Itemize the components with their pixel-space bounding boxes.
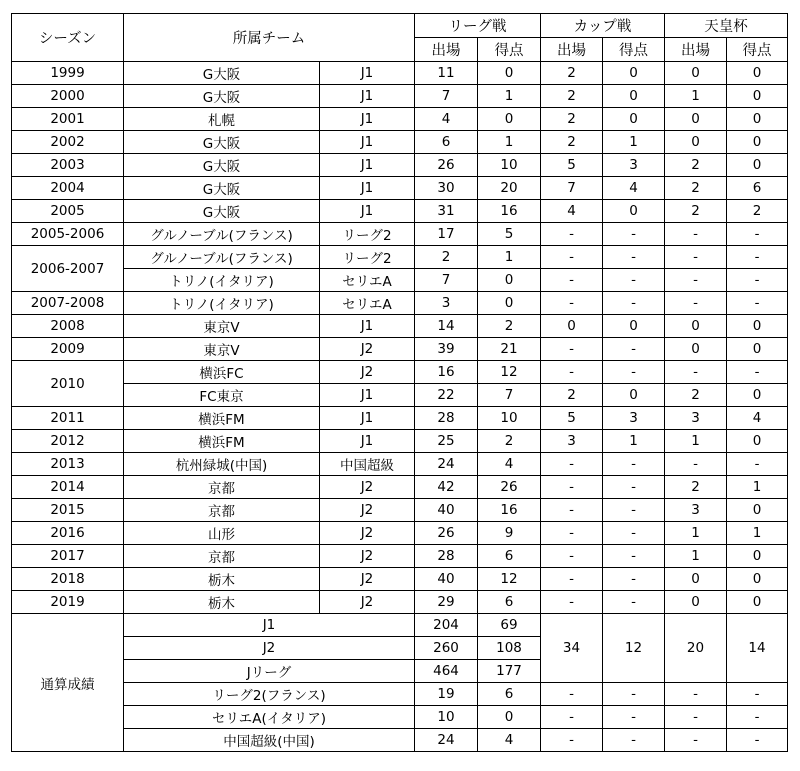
cup-apps-cell: - [541, 361, 603, 384]
cup-apps-cell: 0 [541, 315, 603, 338]
cup-apps-cell: - [541, 499, 603, 522]
emperor-apps-cell: 1 [665, 522, 727, 545]
emperor-apps-cell: - [665, 223, 727, 246]
team-cell: 横浜FM [124, 407, 320, 430]
totals-league-apps: 204 [415, 614, 478, 637]
emperor-goals-cell: - [727, 223, 788, 246]
career-stats-table [11, 13, 788, 752]
team-cell: 栃木 [124, 568, 320, 591]
division-cell: J1 [320, 131, 415, 154]
season-cell: 2010 [12, 361, 124, 407]
league-apps-cell: 26 [415, 154, 478, 177]
totals-league-goals: 4 [478, 729, 541, 752]
emperor-apps-cell: 1 [665, 545, 727, 568]
totals-division-label: リーグ2(フランス) [124, 683, 415, 706]
emperor-goals-cell: - [727, 269, 788, 292]
season-cell: 2017 [12, 545, 124, 568]
cup-apps-cell: - [541, 568, 603, 591]
league-goals-cell: 2 [478, 430, 541, 453]
division-cell: J1 [320, 177, 415, 200]
team-cell: G大阪 [124, 85, 320, 108]
division-cell: J1 [320, 315, 415, 338]
totals-j-emperor-apps: 20 [665, 614, 727, 683]
cup-goals-cell: - [603, 568, 665, 591]
table-row [12, 108, 788, 131]
totals-cup-goals: - [603, 683, 665, 706]
league-goals-cell: 7 [478, 384, 541, 407]
cup-apps-header: 出場 [541, 38, 603, 62]
table-row [12, 568, 788, 591]
emperor-goals-cell: 0 [727, 545, 788, 568]
table-row [12, 85, 788, 108]
cup-goals-header: 得点 [603, 38, 665, 62]
totals-emperor-apps: - [665, 729, 727, 752]
league-apps-cell: 24 [415, 453, 478, 476]
emperor-goals-cell: 0 [727, 62, 788, 85]
table-row [12, 591, 788, 614]
cup-goals-cell: 0 [603, 108, 665, 131]
emperor-goals-cell: 1 [727, 476, 788, 499]
team-cell: グルノーブル(フランス) [124, 223, 320, 246]
season-header: シーズン [12, 14, 124, 62]
league-apps-cell: 31 [415, 200, 478, 223]
emperor-goals-cell: 0 [727, 315, 788, 338]
cup-apps-cell: - [541, 453, 603, 476]
emperor-goals-cell: 4 [727, 407, 788, 430]
team-cell: FC東京 [124, 384, 320, 407]
emperor-goals-cell: - [727, 453, 788, 476]
emperor-apps-cell: 0 [665, 315, 727, 338]
totals-cup-apps: - [541, 729, 603, 752]
team-cell: 京都 [124, 499, 320, 522]
table-row [12, 361, 788, 384]
league-goals-header: 得点 [478, 38, 541, 62]
table-row [12, 522, 788, 545]
league-goals-cell: 9 [478, 522, 541, 545]
emperor-goals-cell: - [727, 246, 788, 269]
emperor-apps-cell: 0 [665, 591, 727, 614]
totals-emperor-apps: - [665, 706, 727, 729]
table-row [12, 223, 788, 246]
cup-goals-cell: 3 [603, 407, 665, 430]
emperor-apps-cell: - [665, 361, 727, 384]
cup-goals-cell: - [603, 292, 665, 315]
cup-apps-cell: - [541, 269, 603, 292]
team-cell: 杭州緑城(中国) [124, 453, 320, 476]
season-cell: 2011 [12, 407, 124, 430]
cup-apps-cell: 5 [541, 407, 603, 430]
team-cell: G大阪 [124, 177, 320, 200]
table-row [12, 131, 788, 154]
team-cell: 横浜FM [124, 430, 320, 453]
league-apps-cell: 39 [415, 338, 478, 361]
season-cell: 2007-2008 [12, 292, 124, 315]
league-goals-cell: 1 [478, 246, 541, 269]
emperor-goals-cell: 1 [727, 522, 788, 545]
cup-apps-cell: 7 [541, 177, 603, 200]
emperor-apps-cell: 1 [665, 85, 727, 108]
division-cell: J1 [320, 62, 415, 85]
emperor-apps-cell: 2 [665, 384, 727, 407]
league-apps-cell: 4 [415, 108, 478, 131]
team-cell: 東京V [124, 338, 320, 361]
cup-goals-cell: 4 [603, 177, 665, 200]
team-cell: G大阪 [124, 62, 320, 85]
emperor-apps-cell: - [665, 269, 727, 292]
emperor-goals-cell: 2 [727, 200, 788, 223]
totals-row [12, 683, 788, 706]
league-goals-cell: 4 [478, 453, 541, 476]
totals-row [12, 706, 788, 729]
table-row [12, 177, 788, 200]
table-row [12, 154, 788, 177]
emperor-goals-cell: 6 [727, 177, 788, 200]
league-goals-cell: 6 [478, 591, 541, 614]
division-cell: J1 [320, 407, 415, 430]
season-cell: 2003 [12, 154, 124, 177]
league-apps-cell: 7 [415, 85, 478, 108]
emperor-goals-cell: 0 [727, 131, 788, 154]
league-apps-cell: 29 [415, 591, 478, 614]
totals-cup-apps: - [541, 683, 603, 706]
division-cell: J2 [320, 338, 415, 361]
totals-j-cup-apps: 34 [541, 614, 603, 683]
emperor-apps-cell: 0 [665, 62, 727, 85]
cup-apps-cell: 2 [541, 384, 603, 407]
season-cell: 2008 [12, 315, 124, 338]
emperor-cup-header: 天皇杯 [665, 14, 788, 38]
cup-apps-cell: 5 [541, 154, 603, 177]
emperor-apps-cell: 0 [665, 338, 727, 361]
totals-division-label: 中国超級(中国) [124, 729, 415, 752]
cup-apps-cell: 2 [541, 131, 603, 154]
division-cell: リーグ2 [320, 223, 415, 246]
league-apps-cell: 3 [415, 292, 478, 315]
season-cell: 2013 [12, 453, 124, 476]
season-cell: 2002 [12, 131, 124, 154]
season-cell: 2012 [12, 430, 124, 453]
season-cell: 2001 [12, 108, 124, 131]
table-row [12, 292, 788, 315]
league-goals-cell: 10 [478, 154, 541, 177]
cup-goals-cell: 1 [603, 131, 665, 154]
table-row [12, 545, 788, 568]
cup-goals-cell: 0 [603, 384, 665, 407]
cup-apps-cell: 3 [541, 430, 603, 453]
division-cell: J1 [320, 154, 415, 177]
season-cell: 2018 [12, 568, 124, 591]
emperor-goals-cell: 0 [727, 384, 788, 407]
emperor-apps-cell: - [665, 453, 727, 476]
cup-goals-cell: - [603, 453, 665, 476]
table-row [12, 499, 788, 522]
team-cell: 山形 [124, 522, 320, 545]
league-apps-cell: 42 [415, 476, 478, 499]
emperor-goals-cell: 0 [727, 85, 788, 108]
season-cell: 2015 [12, 499, 124, 522]
emperor-goals-cell: 0 [727, 430, 788, 453]
league-apps-cell: 30 [415, 177, 478, 200]
league-apps-cell: 40 [415, 499, 478, 522]
cup-goals-cell: 1 [603, 430, 665, 453]
league-goals-cell: 21 [478, 338, 541, 361]
league-header: リーグ戦 [415, 14, 541, 38]
cup-apps-cell: - [541, 522, 603, 545]
cup-goals-cell: - [603, 338, 665, 361]
totals-label: 通算成績 [12, 614, 124, 752]
emperor-apps-cell: 0 [665, 108, 727, 131]
totals-cup-apps: - [541, 706, 603, 729]
season-cell: 2009 [12, 338, 124, 361]
cup-goals-cell: - [603, 223, 665, 246]
cup-apps-cell: 2 [541, 62, 603, 85]
cup-goals-cell: - [603, 476, 665, 499]
division-cell: J1 [320, 430, 415, 453]
league-goals-cell: 12 [478, 568, 541, 591]
team-cell: グルノーブル(フランス) [124, 246, 320, 269]
totals-division-label: セリエA(イタリア) [124, 706, 415, 729]
league-goals-cell: 1 [478, 131, 541, 154]
team-header: 所属チーム [124, 14, 415, 62]
league-apps-cell: 17 [415, 223, 478, 246]
emperor-apps-cell: - [665, 246, 727, 269]
cup-goals-cell: 0 [603, 315, 665, 338]
team-cell: 東京V [124, 315, 320, 338]
league-apps-cell: 28 [415, 407, 478, 430]
cup-apps-cell: 2 [541, 85, 603, 108]
cup-goals-cell: - [603, 545, 665, 568]
division-cell: J2 [320, 476, 415, 499]
totals-league-apps: 24 [415, 729, 478, 752]
header-row-1 [12, 14, 788, 38]
division-cell: セリエA [320, 269, 415, 292]
emperor-apps-cell: 2 [665, 177, 727, 200]
division-cell: J1 [320, 85, 415, 108]
table-row [12, 246, 788, 269]
emperor-goals-cell: 0 [727, 108, 788, 131]
cup-goals-cell: - [603, 361, 665, 384]
league-goals-cell: 2 [478, 315, 541, 338]
emperor-apps-cell: 3 [665, 407, 727, 430]
totals-row [12, 729, 788, 752]
table-row [12, 200, 788, 223]
cup-apps-cell: - [541, 591, 603, 614]
team-cell: トリノ(イタリア) [124, 269, 320, 292]
cup-apps-cell: 4 [541, 200, 603, 223]
cup-apps-cell: - [541, 338, 603, 361]
totals-league-goals: 6 [478, 683, 541, 706]
team-cell: 京都 [124, 545, 320, 568]
cup-apps-cell: - [541, 246, 603, 269]
table-row [12, 338, 788, 361]
league-apps-header: 出場 [415, 38, 478, 62]
division-cell: 中国超級 [320, 453, 415, 476]
totals-league-goals: 0 [478, 706, 541, 729]
league-apps-cell: 14 [415, 315, 478, 338]
totals-emperor-apps: - [665, 683, 727, 706]
season-cell: 1999 [12, 62, 124, 85]
emperor-goals-cell: 0 [727, 499, 788, 522]
totals-cup-goals: - [603, 706, 665, 729]
cup-goals-cell: - [603, 246, 665, 269]
totals-emperor-goals: - [727, 729, 788, 752]
league-goals-cell: 0 [478, 108, 541, 131]
league-apps-cell: 16 [415, 361, 478, 384]
emperor-apps-cell: 2 [665, 154, 727, 177]
team-cell: 栃木 [124, 591, 320, 614]
cup-goals-cell: - [603, 499, 665, 522]
cup-apps-cell: - [541, 223, 603, 246]
emperor-goals-cell: - [727, 361, 788, 384]
league-goals-cell: 0 [478, 292, 541, 315]
league-goals-cell: 12 [478, 361, 541, 384]
league-goals-cell: 16 [478, 200, 541, 223]
totals-row [12, 614, 788, 637]
league-apps-cell: 11 [415, 62, 478, 85]
league-apps-cell: 2 [415, 246, 478, 269]
league-goals-cell: 1 [478, 85, 541, 108]
team-cell: G大阪 [124, 131, 320, 154]
league-apps-cell: 26 [415, 522, 478, 545]
league-apps-cell: 40 [415, 568, 478, 591]
emperor-goals-header: 得点 [727, 38, 788, 62]
league-apps-cell: 6 [415, 131, 478, 154]
table-row [12, 453, 788, 476]
division-cell: J2 [320, 522, 415, 545]
cup-goals-cell: 3 [603, 154, 665, 177]
totals-league-goals: 177 [478, 660, 541, 683]
emperor-goals-cell: - [727, 292, 788, 315]
cup-goals-cell: 0 [603, 85, 665, 108]
league-apps-cell: 7 [415, 269, 478, 292]
emperor-goals-cell: 0 [727, 154, 788, 177]
totals-league-apps: 260 [415, 637, 478, 660]
team-cell: G大阪 [124, 154, 320, 177]
team-cell: 横浜FC [124, 361, 320, 384]
league-apps-cell: 25 [415, 430, 478, 453]
league-goals-cell: 26 [478, 476, 541, 499]
league-apps-cell: 22 [415, 384, 478, 407]
league-goals-cell: 16 [478, 499, 541, 522]
season-cell: 2006-2007 [12, 246, 124, 292]
emperor-goals-cell: 0 [727, 568, 788, 591]
cup-goals-cell: - [603, 591, 665, 614]
league-goals-cell: 20 [478, 177, 541, 200]
division-cell: J2 [320, 591, 415, 614]
cup-goals-cell: 0 [603, 62, 665, 85]
season-cell: 2005 [12, 200, 124, 223]
division-cell: J1 [320, 108, 415, 131]
team-cell: トリノ(イタリア) [124, 292, 320, 315]
cup-apps-cell: - [541, 292, 603, 315]
division-cell: J2 [320, 499, 415, 522]
table-row [12, 430, 788, 453]
totals-cup-goals: - [603, 729, 665, 752]
league-goals-cell: 0 [478, 62, 541, 85]
totals-division-label: J1 [124, 614, 415, 637]
totals-league-apps: 10 [415, 706, 478, 729]
cup-goals-cell: - [603, 269, 665, 292]
cup-goals-cell: - [603, 522, 665, 545]
emperor-goals-cell: 0 [727, 591, 788, 614]
totals-emperor-goals: - [727, 706, 788, 729]
cup-apps-cell: 2 [541, 108, 603, 131]
season-cell: 2005-2006 [12, 223, 124, 246]
emperor-apps-cell: 1 [665, 430, 727, 453]
division-cell: J2 [320, 545, 415, 568]
totals-division-label: J2 [124, 637, 415, 660]
emperor-apps-cell: 2 [665, 476, 727, 499]
team-cell: 京都 [124, 476, 320, 499]
table-row [12, 62, 788, 85]
totals-j-emperor-goals: 14 [727, 614, 788, 683]
season-cell: 2016 [12, 522, 124, 545]
totals-league-apps: 464 [415, 660, 478, 683]
cup-header: カップ戦 [541, 14, 665, 38]
table-row [12, 476, 788, 499]
emperor-apps-cell: - [665, 292, 727, 315]
table-row [12, 315, 788, 338]
emperor-apps-cell: 0 [665, 568, 727, 591]
division-cell: J2 [320, 361, 415, 384]
table-row [12, 269, 788, 292]
cup-apps-cell: - [541, 545, 603, 568]
table-row [12, 407, 788, 430]
team-cell: G大阪 [124, 200, 320, 223]
league-goals-cell: 10 [478, 407, 541, 430]
cup-goals-cell: 0 [603, 200, 665, 223]
team-cell: 札幌 [124, 108, 320, 131]
league-apps-cell: 28 [415, 545, 478, 568]
league-goals-cell: 5 [478, 223, 541, 246]
totals-league-goals: 69 [478, 614, 541, 637]
season-cell: 2014 [12, 476, 124, 499]
emperor-apps-cell: 3 [665, 499, 727, 522]
season-cell: 2019 [12, 591, 124, 614]
league-goals-cell: 0 [478, 269, 541, 292]
emperor-goals-cell: 0 [727, 338, 788, 361]
totals-league-goals: 108 [478, 637, 541, 660]
emperor-apps-cell: 0 [665, 131, 727, 154]
totals-league-apps: 19 [415, 683, 478, 706]
totals-emperor-goals: - [727, 683, 788, 706]
season-cell: 2000 [12, 85, 124, 108]
division-cell: J1 [320, 384, 415, 407]
division-cell: セリエA [320, 292, 415, 315]
division-cell: リーグ2 [320, 246, 415, 269]
emperor-apps-header: 出場 [665, 38, 727, 62]
cup-apps-cell: - [541, 476, 603, 499]
totals-j-cup-goals: 12 [603, 614, 665, 683]
league-goals-cell: 6 [478, 545, 541, 568]
table-row [12, 384, 788, 407]
season-cell: 2004 [12, 177, 124, 200]
division-cell: J1 [320, 200, 415, 223]
emperor-apps-cell: 2 [665, 200, 727, 223]
totals-division-label: Jリーグ [124, 660, 415, 683]
division-cell: J2 [320, 568, 415, 591]
